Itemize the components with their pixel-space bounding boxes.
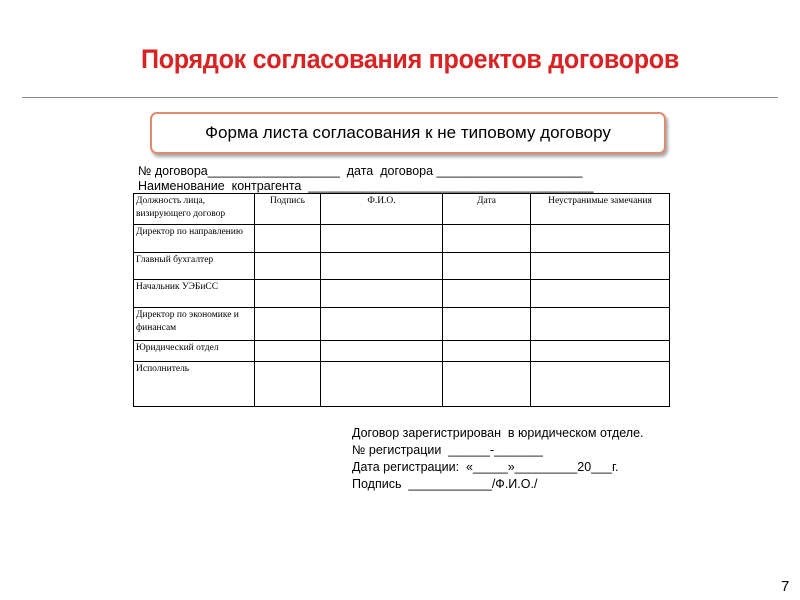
contract-number-line: № договора___________________ дата договора _____________________ xyxy=(138,164,583,178)
remarks-cell[interactable] xyxy=(531,362,670,407)
title-divider xyxy=(22,97,778,98)
registration-line: Договор зарегистрирован в юридическом отделе. xyxy=(352,426,644,440)
full-name-cell[interactable] xyxy=(321,362,443,407)
registration-signature-line: Подпись ____________/Ф.И.О./ xyxy=(352,477,538,491)
remarks-cell[interactable] xyxy=(531,253,670,280)
registration-number-line: № регистрации ______-_______ xyxy=(352,443,543,457)
registration-date-line: Дата регистрации: «_____»_________20___г. xyxy=(352,460,619,474)
table-row xyxy=(134,362,670,407)
slide-title: Порядок согласования проектов договоров xyxy=(140,44,680,74)
signature-cell[interactable] xyxy=(255,280,321,308)
table-row xyxy=(134,341,670,362)
row-position: Юридический отдел xyxy=(134,341,255,362)
form-title-box xyxy=(150,112,666,154)
signature-cell[interactable] xyxy=(255,341,321,362)
row-position: Директор по направлению xyxy=(134,225,255,253)
table-header-row xyxy=(134,194,670,225)
row-position: Главный бухгалтер xyxy=(134,253,255,280)
approval-table xyxy=(133,193,670,407)
registration-block xyxy=(352,425,644,493)
page-number: 7 xyxy=(781,578,790,595)
remarks-cell[interactable] xyxy=(531,225,670,253)
date-cell[interactable] xyxy=(443,362,531,407)
remarks-cell[interactable] xyxy=(531,280,670,308)
header-remarks: Неустранимые замечания xyxy=(531,194,670,225)
full-name-cell[interactable] xyxy=(321,253,443,280)
row-position: Исполнитель xyxy=(134,362,255,407)
header-full-name: Ф.И.О. xyxy=(321,194,443,225)
full-name-cell[interactable] xyxy=(321,308,443,341)
remarks-cell[interactable] xyxy=(531,308,670,341)
header-date: Дата xyxy=(443,194,531,225)
table-row xyxy=(134,225,670,253)
row-position: Начальник УЭБиСС xyxy=(134,280,255,308)
table-row xyxy=(134,280,670,308)
header-position: Должность лица, визирующего договор xyxy=(134,194,255,225)
date-cell[interactable] xyxy=(443,341,531,362)
header-signature: Подпись xyxy=(255,194,321,225)
date-cell[interactable] xyxy=(443,308,531,341)
full-name-cell[interactable] xyxy=(321,280,443,308)
full-name-cell[interactable] xyxy=(321,225,443,253)
counterparty-line: Наименование контрагента _________________________________________ xyxy=(138,179,594,193)
date-cell[interactable] xyxy=(443,280,531,308)
signature-cell[interactable] xyxy=(255,253,321,280)
signature-cell[interactable] xyxy=(255,225,321,253)
table-row xyxy=(134,253,670,280)
signature-cell[interactable] xyxy=(255,308,321,341)
table-row xyxy=(134,308,670,341)
row-position: Директор по экономике и финансам xyxy=(134,308,255,341)
signature-cell[interactable] xyxy=(255,362,321,407)
date-cell[interactable] xyxy=(443,253,531,280)
full-name-cell[interactable] xyxy=(321,341,443,362)
remarks-cell[interactable] xyxy=(531,341,670,362)
date-cell[interactable] xyxy=(443,225,531,253)
form-title: Форма листа согласования к не типовому договору xyxy=(205,123,611,142)
